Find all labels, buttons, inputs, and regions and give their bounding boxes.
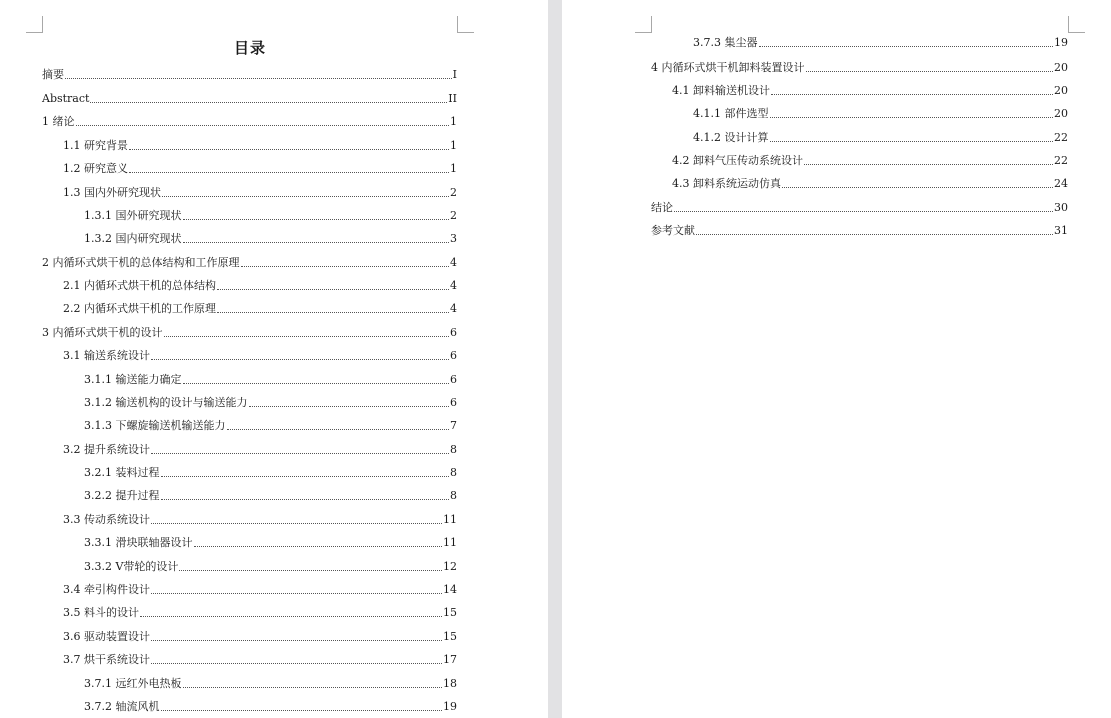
toc-entry-page: 2 <box>450 186 457 199</box>
toc-dot-leader <box>164 336 450 337</box>
toc-entry[interactable] <box>63 162 457 176</box>
toc-entry-page: 4 <box>450 256 457 269</box>
toc-dot-leader <box>771 94 1053 95</box>
toc-dot-leader <box>161 710 443 711</box>
toc-entry-label: 4.2 卸料气压传动系统设计 <box>672 154 803 167</box>
toc-dot-leader <box>162 196 449 197</box>
toc-entry-page: 6 <box>450 373 457 386</box>
toc-entry-label: 结论 <box>651 201 673 214</box>
toc-entry-page: 24 <box>1054 177 1068 190</box>
toc-dot-leader <box>217 289 449 290</box>
toc-entry-page: 4 <box>450 279 457 292</box>
toc-entry[interactable] <box>63 279 457 293</box>
toc-dot-leader <box>129 149 449 150</box>
toc-entry-label: 4.1 卸料输送机设计 <box>672 84 770 97</box>
toc-entry-label: 3.1.2 输送机构的设计与输送能力 <box>84 396 248 409</box>
toc-entry[interactable] <box>63 583 457 597</box>
toc-entry-label: 1.3.2 国内研究现状 <box>84 232 182 245</box>
toc-entry[interactable] <box>693 131 1068 145</box>
toc-entry-page: 15 <box>443 630 457 643</box>
toc-entry[interactable] <box>651 224 1068 238</box>
toc-entry-page: 8 <box>450 489 457 502</box>
toc-entry[interactable] <box>672 84 1068 98</box>
toc-entry[interactable] <box>84 536 457 550</box>
toc-entry-label: 2.1 内循环式烘干机的总体结构 <box>63 279 216 292</box>
toc-entry-page: 20 <box>1054 61 1068 74</box>
toc-entry[interactable] <box>42 92 457 106</box>
toc-dot-leader <box>151 593 442 594</box>
toc-dot-leader <box>151 359 449 360</box>
toc-entry[interactable] <box>84 373 457 387</box>
toc-entry[interactable] <box>63 302 457 316</box>
toc-dot-leader <box>806 71 1054 72</box>
toc-entry-page: 8 <box>450 443 457 456</box>
toc-entry-label: 3.2 提升系统设计 <box>63 443 150 456</box>
toc-entry[interactable] <box>84 396 457 410</box>
toc-entry[interactable] <box>693 107 1068 121</box>
toc-dot-leader <box>140 616 442 617</box>
toc-entry-label: 3.1 输送系统设计 <box>63 349 150 362</box>
toc-entry[interactable] <box>63 349 457 363</box>
toc-entry[interactable] <box>651 61 1068 75</box>
toc-entry-label: 3.3 传动系统设计 <box>63 513 150 526</box>
page-corner-mark <box>1068 16 1085 33</box>
toc-entry[interactable] <box>672 154 1068 168</box>
toc-entry-page: 18 <box>443 677 457 690</box>
toc-entry[interactable] <box>42 68 457 82</box>
toc-entry[interactable] <box>63 653 457 667</box>
toc-entry-page: 1 <box>450 162 457 175</box>
toc-entry[interactable] <box>42 326 457 340</box>
toc-entry[interactable] <box>63 186 457 200</box>
toc-entry-page: II <box>448 92 457 105</box>
toc-entry[interactable] <box>63 606 457 620</box>
toc-entry[interactable] <box>42 115 457 129</box>
toc-entry[interactable] <box>672 177 1068 191</box>
toc-entry-page: 6 <box>450 396 457 409</box>
toc-entry[interactable] <box>63 513 457 527</box>
toc-entry-label: 1.1 研究背景 <box>63 139 128 152</box>
toc-entry-page: 3 <box>450 232 457 245</box>
toc-entry-label: 3.2.1 装料过程 <box>84 466 160 479</box>
toc-dot-leader <box>183 242 450 243</box>
toc-entry-label: 摘要 <box>42 68 64 81</box>
toc-dot-leader <box>129 172 449 173</box>
toc-entry[interactable] <box>42 256 457 270</box>
toc-entry-page: 19 <box>1054 36 1068 49</box>
toc-entry[interactable] <box>651 201 1068 215</box>
toc-dot-leader <box>76 125 450 126</box>
toc-title: 目录 <box>233 39 266 57</box>
toc-entry-page: 30 <box>1054 201 1068 214</box>
toc-entry-label: 参考文献 <box>651 224 695 237</box>
page-corner-mark <box>635 16 652 33</box>
toc-dot-leader <box>249 406 450 407</box>
toc-entry-page: 1 <box>450 115 457 128</box>
toc-entry-label: 3.7.1 远红外电热板 <box>84 677 182 690</box>
toc-entry-label: 1.3.1 国外研究现状 <box>84 209 182 222</box>
toc-dot-leader <box>151 640 442 641</box>
document-page-left <box>0 0 548 718</box>
toc-dot-leader <box>804 164 1053 165</box>
toc-entry-page: I <box>452 68 457 81</box>
toc-entry-label: 4 内循环式烘干机卸料装置设计 <box>651 61 805 74</box>
toc-entry-label: 1.3 国内外研究现状 <box>63 186 161 199</box>
toc-entry-label: 3.7.2 轴流风机 <box>84 700 160 713</box>
toc-entry[interactable] <box>63 630 457 644</box>
toc-dot-leader <box>241 266 450 267</box>
toc-entry-label: 3.3.1 滑块联轴器设计 <box>84 536 193 549</box>
toc-entry[interactable] <box>84 677 457 691</box>
toc-dot-leader <box>770 117 1054 118</box>
toc-dot-leader <box>183 219 450 220</box>
toc-entry-page: 20 <box>1054 107 1068 120</box>
toc-entry[interactable] <box>84 466 457 480</box>
toc-entry[interactable] <box>84 232 457 246</box>
toc-dot-leader <box>770 141 1054 142</box>
toc-entry-page: 6 <box>450 349 457 362</box>
toc-entry-page: 6 <box>450 326 457 339</box>
toc-entry-page: 1 <box>450 139 457 152</box>
toc-entry[interactable] <box>84 700 457 714</box>
toc-entry[interactable] <box>84 419 457 433</box>
toc-dot-leader <box>161 499 450 500</box>
toc-dot-leader <box>217 312 449 313</box>
toc-entry-label: 2 内循环式烘干机的总体结构和工作原理 <box>42 256 240 269</box>
toc-dot-leader <box>782 187 1053 188</box>
toc-dot-leader <box>194 546 443 547</box>
toc-entry-label: 1 绪论 <box>42 115 75 128</box>
toc-entry[interactable] <box>693 36 1068 50</box>
toc-entry-page: 7 <box>450 419 457 432</box>
toc-entry-label: 3.7 烘干系统设计 <box>63 653 150 666</box>
toc-entry-label: 2.2 内循环式烘干机的工作原理 <box>63 302 216 315</box>
toc-entry-page: 20 <box>1054 84 1068 97</box>
toc-entry-label: Abstract <box>42 92 90 105</box>
toc-entry-page: 17 <box>443 653 457 666</box>
toc-entry-label: 3.5 料斗的设计 <box>63 606 139 619</box>
toc-entry-page: 12 <box>443 560 457 573</box>
page-corner-mark <box>26 16 43 33</box>
toc-entry[interactable] <box>84 209 457 223</box>
toc-dot-leader <box>696 234 1053 235</box>
toc-entry-page: 22 <box>1054 154 1068 167</box>
toc-dot-leader <box>151 663 442 664</box>
toc-entry-label: 3 内循环式烘干机的设计 <box>42 326 163 339</box>
toc-entry-label: 1.2 研究意义 <box>63 162 128 175</box>
toc-dot-leader <box>183 383 450 384</box>
toc-entry-label: 3.7.3 集尘器 <box>693 36 758 49</box>
toc-entry-page: 15 <box>443 606 457 619</box>
toc-dot-leader <box>151 453 449 454</box>
toc-entry-label: 3.1.1 输送能力确定 <box>84 373 182 386</box>
toc-entry-page: 11 <box>443 536 457 549</box>
toc-entry-label: 3.4 牵引构件设计 <box>63 583 150 596</box>
toc-entry-page: 14 <box>443 583 457 596</box>
toc-entry[interactable] <box>84 489 457 503</box>
toc-entry-label: 3.1.3 下螺旋输送机输送能力 <box>84 419 226 432</box>
toc-entry[interactable] <box>63 139 457 153</box>
toc-entry-page: 22 <box>1054 131 1068 144</box>
toc-dot-leader <box>65 78 452 79</box>
toc-dot-leader <box>179 570 442 571</box>
toc-dot-leader <box>90 102 447 103</box>
toc-dot-leader <box>674 211 1053 212</box>
toc-entry-label: 3.6 驱动装置设计 <box>63 630 150 643</box>
toc-entry-page: 19 <box>443 700 457 713</box>
toc-entry[interactable] <box>63 443 457 457</box>
toc-entry-label: 3.2.2 提升过程 <box>84 489 160 502</box>
toc-entry-page: 4 <box>450 302 457 315</box>
toc-dot-leader <box>183 687 443 688</box>
toc-entry-page: 11 <box>443 513 457 526</box>
toc-dot-leader <box>151 523 442 524</box>
toc-entry-label: 4.1.1 部件选型 <box>693 107 769 120</box>
document-page-right <box>562 0 1111 718</box>
toc-dot-leader <box>227 429 450 430</box>
toc-entry[interactable] <box>84 560 457 574</box>
toc-dot-leader <box>161 476 450 477</box>
page-corner-mark <box>457 16 474 33</box>
toc-entry-page: 31 <box>1054 224 1068 237</box>
toc-entry-page: 8 <box>450 466 457 479</box>
toc-dot-leader <box>759 46 1054 47</box>
toc-entry-page: 2 <box>450 209 457 222</box>
toc-entry-label: 3.3.2 V带轮的设计 <box>84 560 179 573</box>
toc-entry-label: 4.3 卸料系统运动仿真 <box>672 177 781 190</box>
toc-entry-label: 4.1.2 设计计算 <box>693 131 769 144</box>
